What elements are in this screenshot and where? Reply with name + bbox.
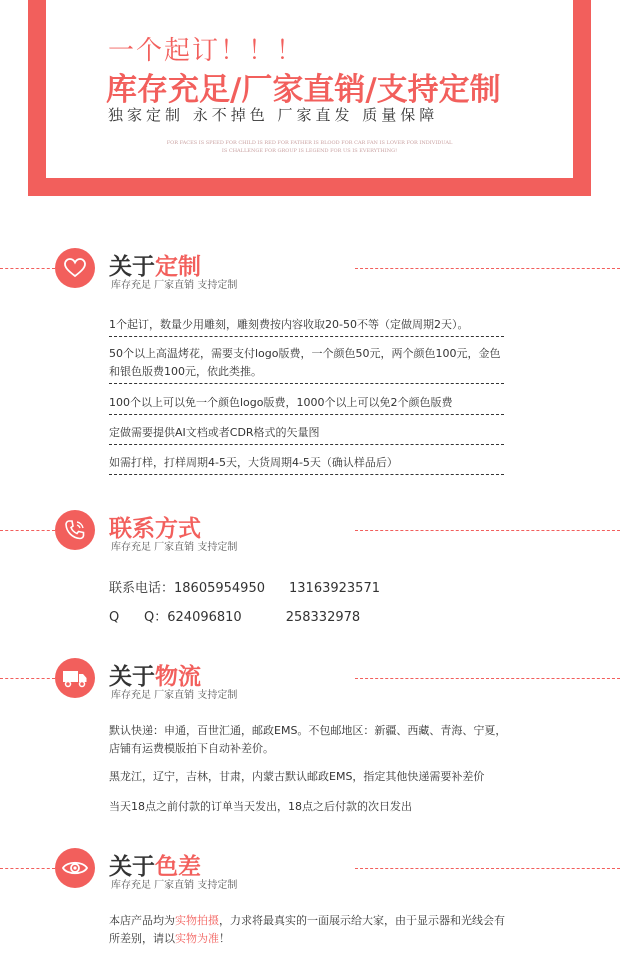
banner-headline: 库存充足/厂家直销/支持定制 [106,72,501,108]
color-note [109,912,509,948]
qq-number-2: 258332978 [285,610,361,625]
divider-right [355,868,620,869]
custom-item: 定做需要提供AI文档或者CDR格式的矢量图 [109,424,504,445]
title-prefix: 关于 [109,854,155,880]
heart-icon [55,248,95,288]
divider-right [355,678,620,679]
banner [28,0,591,196]
truck-icon [55,658,95,698]
qq-row [109,606,360,625]
phone-label: 联系电话： [109,581,175,596]
section-subtitle: 库存充足 厂家直销 支持定制 [111,280,238,291]
title-accent: 色差 [155,854,201,880]
color-note-text: 本店产品均为 [109,914,175,927]
banner-order-line: 一个起订！！！ [108,36,305,66]
banner-fine-print-2: IS CHALLENGE FOR GROUP IS LEGEND FOR US IS EVERYTHING! [221,148,398,154]
phone-number-2: 13163923571 [289,581,380,596]
custom-item: 100个以上可以免一个颜色logo版费，1000个以上可以免2个颜色版费 [109,394,504,415]
logistics-item: 当天18点之前付款的订单当天发出，18点之后付款的次日发出 [109,800,412,813]
logistics-item: 黑龙江，辽宁，吉林，甘肃，内蒙古默认邮政EMS，指定其他快递需要补差价 [109,770,485,783]
divider-left [0,678,55,679]
title-prefix: 关于 [109,664,155,690]
divider-left [0,530,55,531]
logistics-item: 默认快递：申通，百世汇通，邮政EMS。不包邮地区：新疆、西藏、青海、宁夏，店铺有运费模版拍下自动补差价。 [109,724,507,755]
custom-item: 50个以上高温烤花，需要支付logo版费，一个颜色50元，两个颜色100元，金色和银色版费100元，依此类推。 [109,345,504,384]
title-accent: 物流 [155,664,201,690]
banner-fine-print-1: FOR FACES IS SPEED FOR CHILD IS RED FOR FATHER IS BLOOD FOR CAR FAN IS LOVER FOR INDIVIDUAL [166,140,453,146]
divider-right [355,530,620,531]
color-note-highlight: 实物为准 [175,932,219,945]
title-prefix: 关于 [109,254,155,280]
banner-features: 独家定制 永不掉色 厂家直发 质量保障 [108,106,439,124]
section-subtitle: 库存充足 厂家直销 支持定制 [111,880,238,891]
phone-icon [55,510,95,550]
section-subtitle: 库存充足 厂家直销 支持定制 [111,542,238,553]
section-title: 联系方式 [109,516,201,542]
custom-item: 如需打样，打样周期4-5天，大货周期4-5天（确认样品后） [109,454,504,475]
color-note-text: ！ [219,932,230,945]
phone-number-1: 18605954950 [174,581,265,596]
qq-number-1: 624096810 [167,610,242,625]
title-accent: 定制 [155,254,201,280]
phone-row [109,577,380,596]
qq-label: Q Q： [109,610,168,625]
banner-inner [46,0,573,178]
divider-left [0,268,55,269]
divider-right [355,268,620,269]
color-note-text: ，力求将最真实的一面展示给大家，由于显示器和光线会有所差别，请以 [109,914,505,945]
color-note-highlight: 实物拍摄 [175,914,219,927]
divider-left [0,868,55,869]
section-subtitle: 库存充足 厂家直销 支持定制 [111,690,238,701]
eye-icon [55,848,95,888]
custom-item: 1个起订，数量少用雕刻，雕刻费按内容收取20-50不等（定做周期2天）。 [109,316,504,337]
